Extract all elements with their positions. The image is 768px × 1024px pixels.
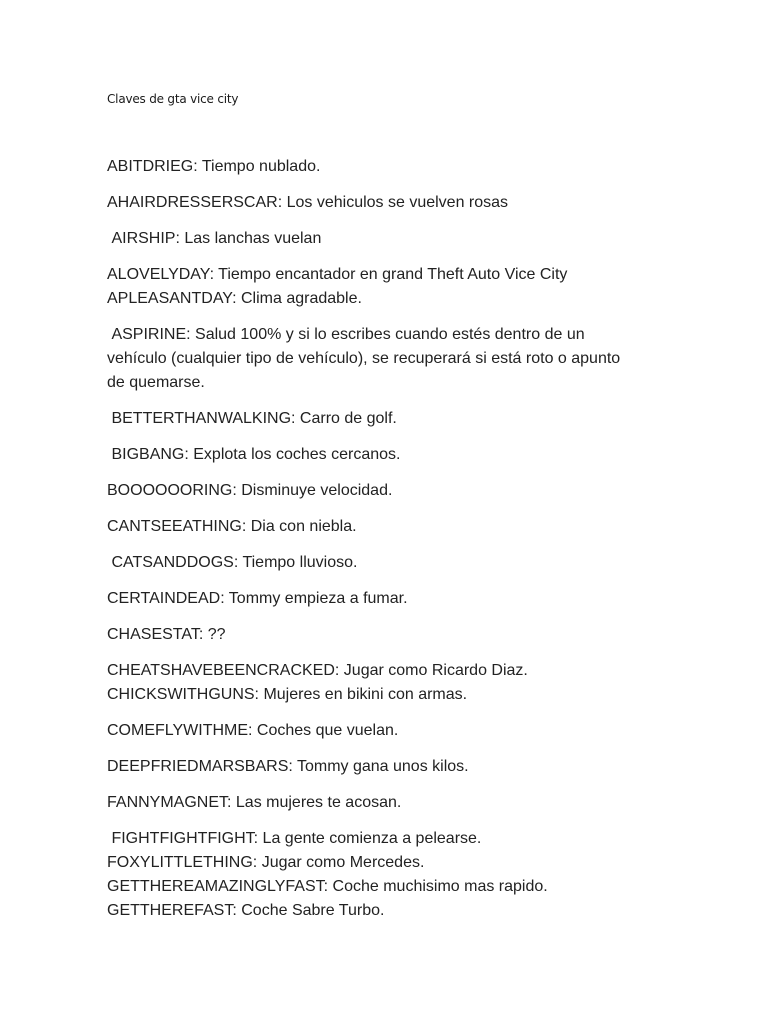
cheat-line: ABITDRIEG: Tiempo nublado. (107, 158, 321, 175)
cheat-paragraph (107, 407, 667, 431)
cheat-line: APLEASANTDAY: Clima agradable. (107, 290, 362, 307)
cheat-paragraph (107, 791, 667, 815)
cheat-paragraph (107, 191, 667, 215)
cheat-paragraph (107, 551, 667, 575)
cheat-paragraph (107, 659, 667, 707)
cheat-paragraph (107, 827, 667, 923)
cheat-line: FIGHTFIGHTFIGHT: La gente comienza a pelearse. (107, 830, 482, 847)
cheat-line: COMEFLYWITHME: Coches que vuelan. (107, 722, 399, 739)
cheat-paragraph (107, 227, 667, 251)
cheat-line: CATSANDDOGS: Tiempo lluvioso. (107, 554, 358, 571)
cheat-paragraph (107, 623, 667, 647)
cheat-line: BETTERTHANWALKING: Carro de golf. (107, 410, 397, 427)
cheat-line: BOOOOOORING: Disminuye velocidad. (107, 482, 393, 499)
cheat-paragraph (107, 443, 667, 467)
cheat-line: FANNYMAGNET: Las mujeres te acosan. (107, 794, 402, 811)
cheat-paragraph (107, 755, 667, 779)
cheat-line: GETTHEREFAST: Coche Sabre Turbo. (107, 902, 385, 919)
cheat-line: CHICKSWITHGUNS: Mujeres en bikini con armas. (107, 686, 468, 703)
cheat-paragraph (107, 263, 667, 311)
cheat-line: ALOVELYDAY: Tiempo encantador en grand Theft Auto Vice City (107, 266, 568, 283)
cheat-line: AIRSHIP: Las lanchas vuelan (107, 230, 322, 247)
cheat-line: de quemarse. (107, 374, 205, 391)
cheat-paragraph (107, 587, 667, 611)
document-body (107, 155, 667, 935)
cheat-line: CERTAINDEAD: Tommy empieza a fumar. (107, 590, 408, 607)
cheat-line: CANTSEEATHING: Dia con niebla. (107, 518, 357, 535)
cheat-line: BIGBANG: Explota los coches cercanos. (107, 446, 401, 463)
cheat-line: vehículo (cualquier tipo de vehículo), se recuperará si está roto o apunto (107, 350, 621, 367)
cheat-paragraph (107, 719, 667, 743)
cheat-line: FOXYLITTLETHING: Jugar como Mercedes. (107, 854, 425, 871)
cheat-paragraph (107, 479, 667, 503)
cheat-paragraph (107, 323, 667, 395)
cheat-paragraph (107, 515, 667, 539)
cheat-line: DEEPFRIEDMARSBARS: Tommy gana unos kilos. (107, 758, 469, 775)
cheat-line: GETTHEREAMAZINGLYFAST: Coche muchisimo mas rapido. (107, 878, 548, 895)
cheat-line: CHASESTAT: ?? (107, 626, 226, 643)
cheat-line: CHEATSHAVEBEENCRACKED: Jugar como Ricardo Diaz. (107, 662, 528, 679)
document-title: Claves de gta vice city (107, 92, 239, 106)
cheat-line: AHAIRDRESSERSCAR: Los vehiculos se vuelven rosas (107, 194, 509, 211)
cheat-line: ASPIRINE: Salud 100% y si lo escribes cuando estés dentro de un (107, 326, 585, 343)
cheat-paragraph (107, 155, 667, 179)
